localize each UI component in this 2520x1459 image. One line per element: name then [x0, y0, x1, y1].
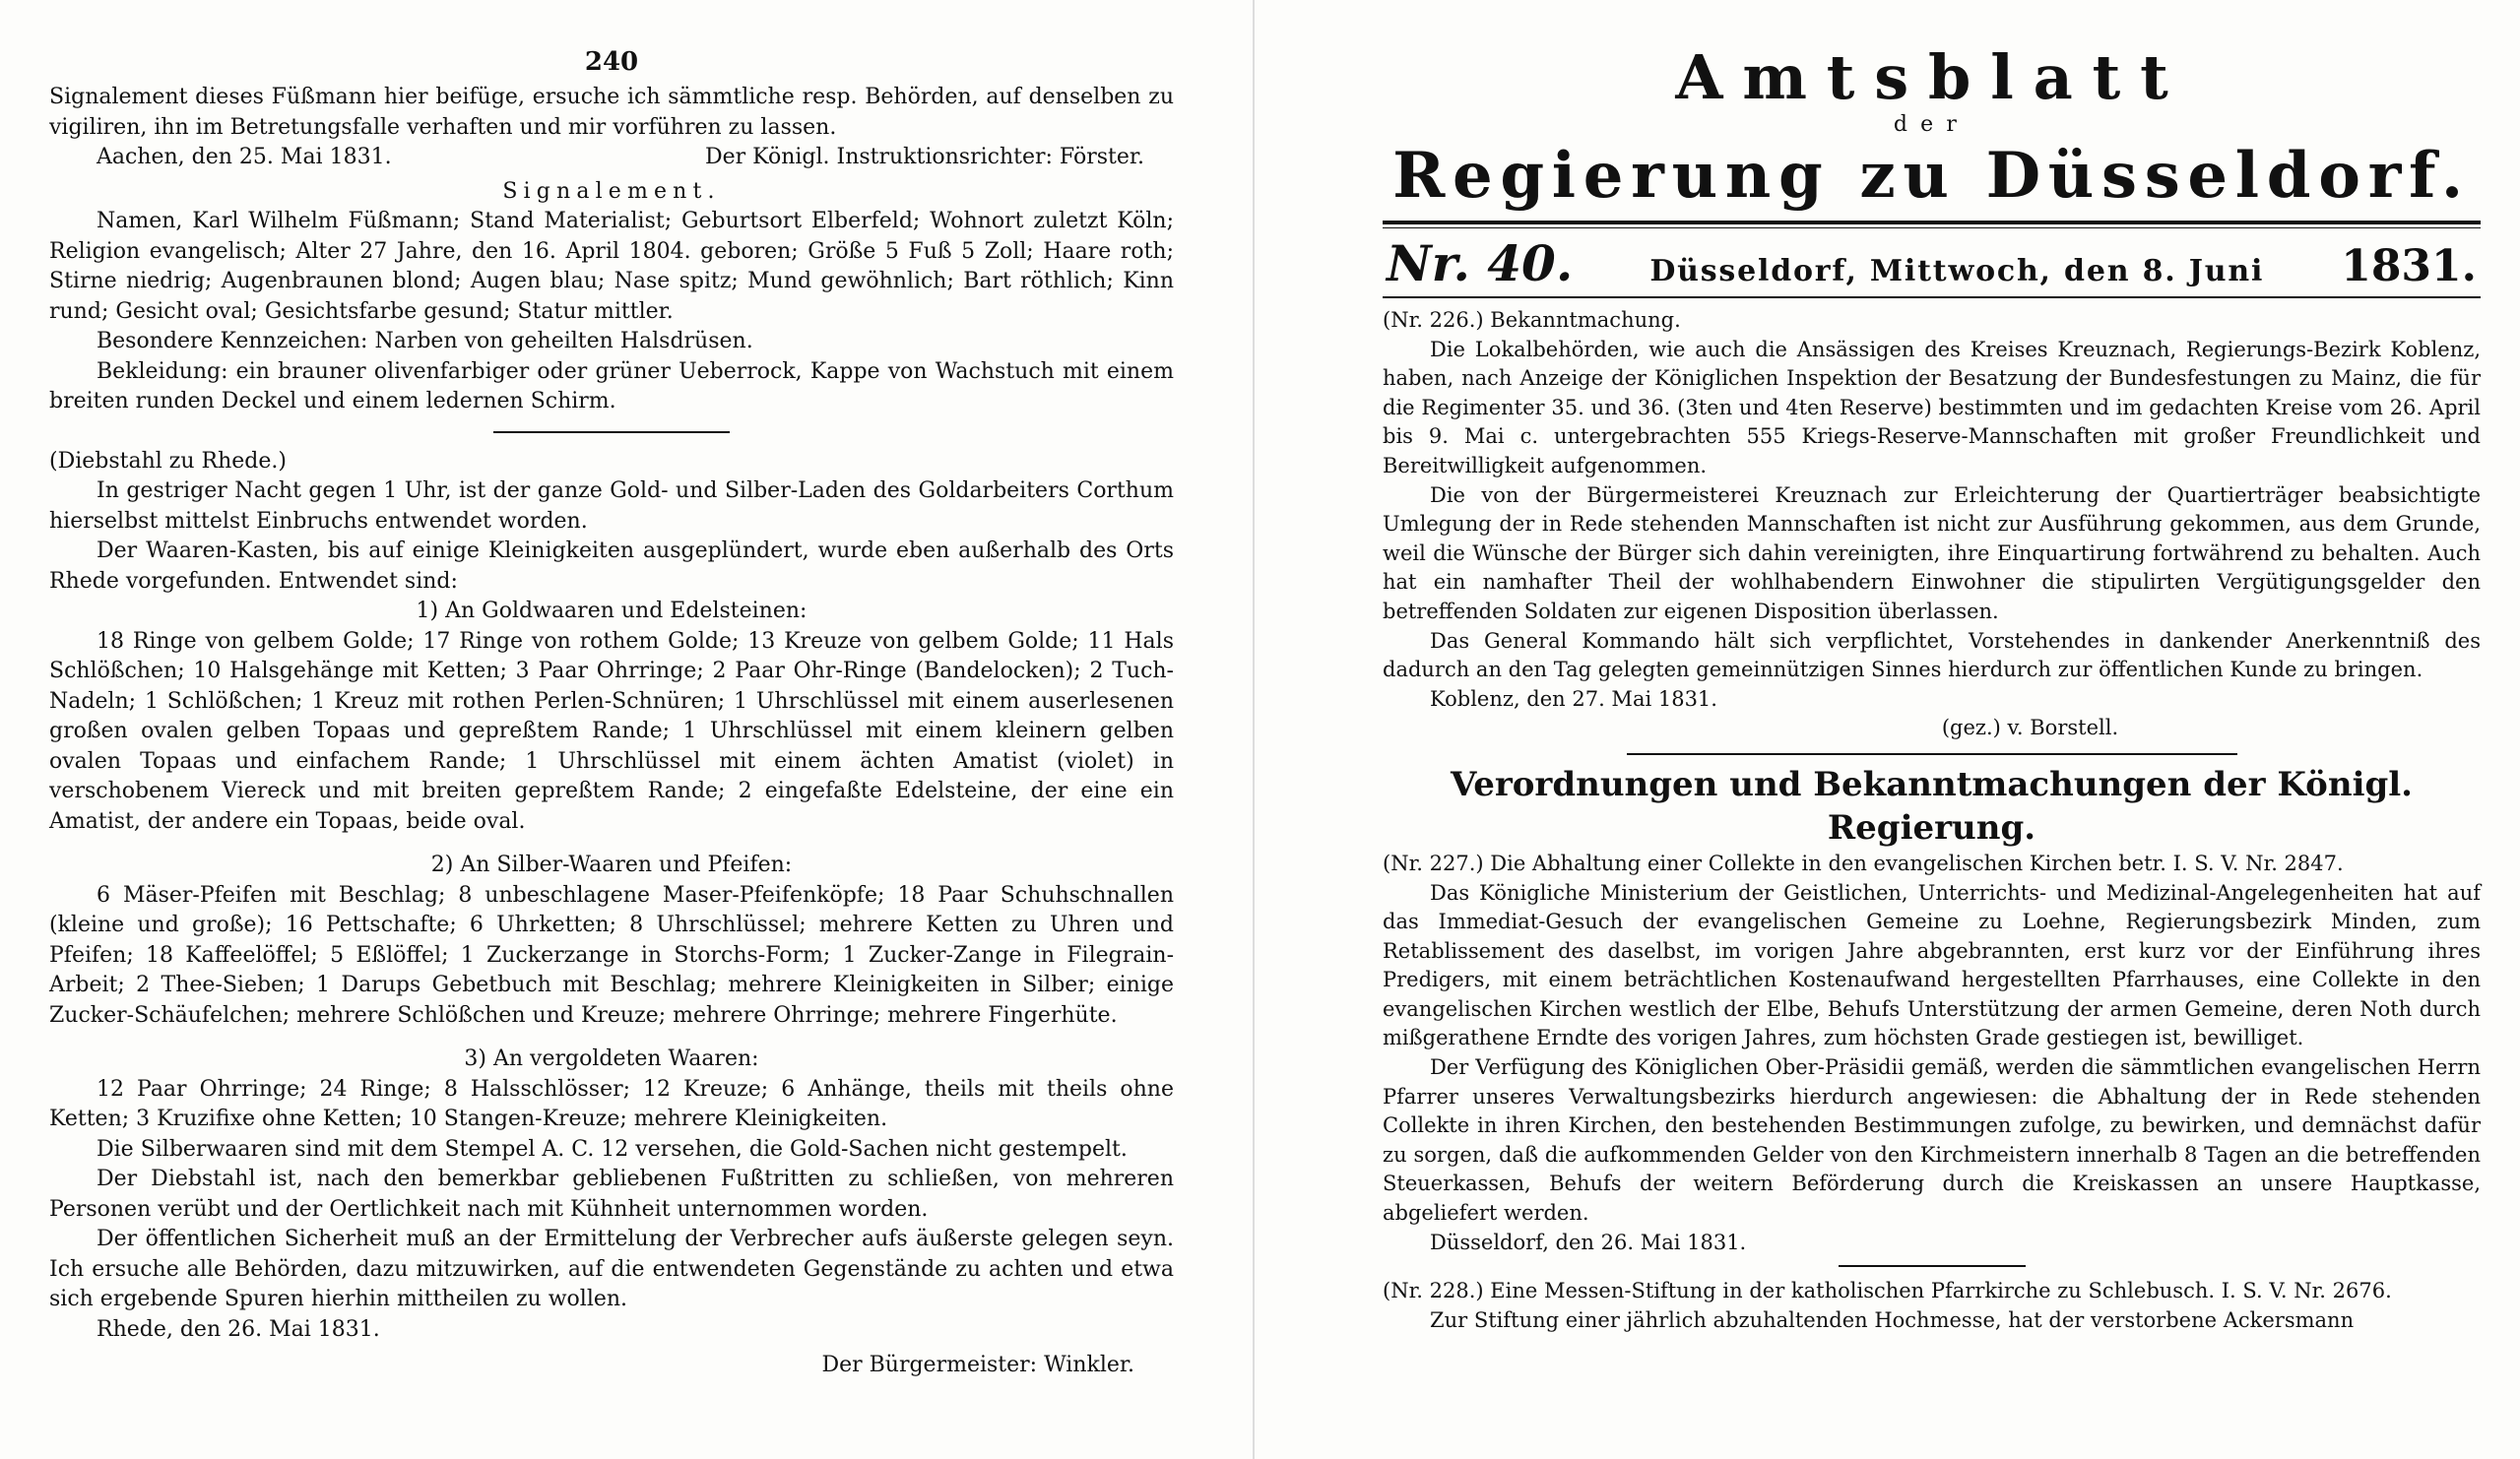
n228-paragraph-1: Zur Stiftung einer jährlich abzuhaltenden Hochmesse, hat der verstorbene Ackersmann	[1430, 1307, 2355, 1332]
category-3-items: 12 Paar Ohrringe; 24 Ringe; 8 Halsschlösser; 12 Kreuze; 6 Anhänge, theils mit theils ohne Ketten; 3 Kruzifixe ohne Ketten; 10 Stangen-Kreuze; mehrere Kleinigkeiten.	[49, 1076, 1174, 1131]
dateline-row	[49, 143, 1174, 173]
category-2-heading: 2) An Silber-Waaren und Pfeifen:	[430, 853, 793, 877]
category-1-items: 18 Ringe von gelbem Golde; 17 Ringe von rothem Golde; 13 Kreuze von gelbem Golde; 11 Hals Schlößchen; 10 Halsgehänge mit Ketten; 3 Paar Ohrringe; 2 Paar Ohr-Ringe (Bandelocken); 2 Tuch-Nadeln; 1 Schlößchen; 1 Kreuz mit rothen Perlen-Schnüren; 1 Uhrschlüssel mit einem auserlesenen großen ovalen gelben Topaas und gepreßtem Rande; 1 Uhrschlüssel mit einem kleinern gelben ovalen Topaas und einfachem Rande; 1 Uhrschlüssel mit einem ächten Amatist (violet) in verschobenem Viereck und mit breiten gepreßtem Rande; 2 eingefaßte Edelsteine, der eine ein Amatist, der andere ein Topaas, beide oval.	[49, 628, 1174, 834]
n226-paragraph-3: Das General Kommando hält sich verpflichtet, Vorstehendes in dankender Anerkenntniß des dadurch an den Tag gelegten gemeinnützigen Sinnes hierdurch zur öffentlichen Kunde zu bringen.	[1383, 628, 2481, 682]
right-page	[1253, 0, 2520, 1459]
category-2-items: 6 Mäser-Pfeifen mit Beschlag; 8 unbeschlagene Maser-Pfeifenköpfe; 18 Paar Schuhschnallen (kleine und große); 16 Pettschafte; 6 Uhrketten; 8 Uhrschlüssel; mehrere Ketten zu Uhren und Pfeifen; 18 Kaffeelöffel; 5 Eßlöffel; 1 Zuckerzange in Storchs-Form; 1 Zucker-Zange in Filegrain-Arbeit; 2 Thee-Sieben; 1 Darups Gebetbuch mit Beschlag; mehrere Kleinigkeiten in Silber; einige Zucker-Schäufelchen; mehrere Schlößchen und Kreuze; mehrere Ohrringe; mehrere Fingerhüte.	[49, 882, 1174, 1028]
theft-paragraph-2: Der Waaren-Kasten, bis auf einige Kleinigkeiten ausgeplündert, wurde eben außerhalb des Orts Rhede vorgefunden. Entwendet sind:	[49, 539, 1174, 594]
rhede-dateline: Rhede, den 26. Mai 1831.	[97, 1316, 380, 1342]
n227-dateline: Düsseldorf, den 26. Mai 1831.	[1430, 1230, 1747, 1254]
left-page	[0, 0, 1253, 1459]
n228-title: (Nr. 228.) Eine Messen-Stiftung in der katholischen Pfarrkirche zu Schlebusch. I. S. V. Nr. 2676.	[1383, 1279, 2392, 1303]
public-safety-paragraph: Der öffentlichen Sicherheit muß an der Ermittelung der Verbrecher aufs äußerste gelegen seyn. Ich ersuche alle Behörden, dazu mitzuwirken, auf die entwendeten Gegenstände zu achten und etwa sich ergebende Spuren hierhin mittheilen zu wollen.	[49, 1227, 1174, 1311]
n226-signature: (gez.) v. Borstell.	[1941, 716, 2119, 740]
mayor-signature: Der Bürgermeister: Winkler.	[821, 1353, 1134, 1377]
theft-paragraph-1: In gestriger Nacht gegen 1 Uhr, ist der ganze Gold- und Silber-Laden des Goldarbeiters Corthum hierselbst mittelst Einbruchs entwendet worden.	[49, 478, 1174, 534]
masthead-der: der	[1893, 112, 1971, 137]
issue-year: 1831.	[2341, 241, 2477, 291]
special-marks: Besondere Kennzeichen: Narben von geheilten Halsdrüsen.	[97, 329, 753, 353]
theft-title: (Diebstahl zu Rhede.)	[49, 448, 287, 474]
n227-paragraph-1: Das Königliche Ministerium der Geistlichen, Unterrichts- und Medizinal-Angelegenheiten hat auf das Immediat-Gesuch der evangelischen Gemeine zu Loehne, Regierungsbezirk Minden, zum Retablissement des daselbst, im vorigen Jahre abgebrannten, erst kurz vor der Einführung ihres Predigers, mit einem beträchtlichen Kostenaufwand hergestellten Pfarrhauses, eine Collekte in den evangelischen Kirchen westlich der Elbe, Behufs Unterstützung der armen Gemeine, deren Noth durch mißgerathene Erndte des vorigen Jahres, zum höchsten Grade gestiegen ist, bewilliget.	[1383, 880, 2481, 1050]
n226-title: (Nr. 226.) Bekanntmachung.	[1383, 308, 1681, 332]
category-1-heading: 1) An Goldwaaren und Edelsteinen:	[416, 599, 808, 623]
issue-line	[1383, 228, 2481, 298]
page-number: 240	[584, 47, 639, 77]
masthead-subtitle: Regierung zu Düsseldorf.	[1392, 139, 2471, 213]
divider	[493, 431, 730, 433]
n226-paragraph-1: Die Lokalbehörden, wie auch die Ansässigen des Kreises Kreuznach, Regierungs-Bezirk Koblenz, haben, nach Anzeige der Königlichen Inspektion der Besatzung der Bundesfestungen zu Mainz, die für die Regimenter 35. und 36. (3ten und 4ten Reserve) bestimmten und im gedachten Kreise vom 26. April bis 9. Mai c. untergebrachten 555 Kriegs-Reserve-Mannschaften mit großer Freundlichkeit und Bereitwilligkeit aufgenommen.	[1383, 337, 2481, 477]
category-3-heading: 3) An vergoldeten Waaren:	[464, 1047, 759, 1071]
stamp-paragraph: Die Silberwaaren sind mit dem Stempel A. C. 12 versehen, die Gold-Sachen nicht gestempelt.	[97, 1136, 1128, 1162]
dateline: Aachen, den 25. Mai 1831.	[97, 145, 392, 169]
section-heading: Verordnungen und Bekanntmachungen der Königl. Regierung.	[1450, 764, 2414, 848]
divider-2	[1839, 1265, 2026, 1267]
n227-title: (Nr. 227.) Die Abhaltung einer Collekte in den evangelischen Kirchen betr. I. S. V. Nr. 2847.	[1383, 851, 2344, 875]
clothing: Bekleidung: ein brauner olivenfarbiger oder grüner Ueberrock, Kappe von Wachstuch mit einem breiten runden Deckel und einem ledernen Schirm.	[49, 358, 1174, 413]
signalement-heading: Signalement.	[502, 178, 721, 204]
n226-dateline: Koblenz, den 27. Mai 1831.	[1430, 686, 1717, 711]
masthead-rule	[1383, 221, 2481, 228]
n227-paragraph-2: Der Verfügung des Königlichen Ober-Präsidii gemäß, werden die sämmtlichen evangelischen Herrn Pfarrer unseres Verwaltungsbezirks hierdurch angewiesen: die Abhaltung der in Rede stehenden Collekte in ihren Kirchen, den bestehenden Bestimmungen zufolge, zu bewirken, und demnächst dafür zu sorgen, daß die aufkommenden Gelder von den Kirchmeistern innerhalb 8 Tagen an die betreffenden Steuerkassen, Behufs der weitern Beförderung durch die Kreiskassen an unsere Hauptkasse, abgeliefert werden.	[1383, 1055, 2481, 1226]
signer: Der Königl. Instruktionsrichter: Förster.	[704, 145, 1144, 169]
intro-paragraph: Signalement dieses Füßmann hier beifüge, ersuche ich sämmtliche resp. Behörden, auf denselben zu vigiliren, ihn im Betretungsfalle verhaften und mir vorführen zu lassen.	[49, 85, 1174, 140]
n226-paragraph-2: Die von der Bürgermeisterei Kreuznach zur Erleichterung der Quartierträger beabsichtigte Umlegung der in Rede stehenden Mannschaften ist nicht zur Ausführung gekommen, aus dem Grunde, weil die Wünsche der Bürger sich dahin vereinigten, ihre Einquartirung fortwährend zu behalten. Auch hat ein namhafter Theil der wohlhabendern Einwohner die stipulirten Vergütigungsgelder den betreffenden Soldaten zur eigenen Disposition überlassen.	[1383, 482, 2481, 623]
issue-place-date: Düsseldorf, Mittwoch, den 8. Juni	[1649, 254, 2265, 288]
theft-details-paragraph: Der Diebstahl ist, nach den bemerkbar gebliebenen Fußtritten zu schließen, von mehreren Personen verübt und der Oertlichkeit nach mit Kühnheit unternommen worden.	[49, 1167, 1174, 1222]
masthead-title: Amtsblatt	[1675, 41, 2188, 113]
signalement-text: Namen, Karl Wilhelm Füßmann; Stand Materialist; Geburtsort Elberfeld; Wohnort zuletzt Köln; Religion evangelisch; Alter 27 Jahre, den 16. April 1804. geboren; Größe 5 Fuß 5 Zoll; Haare roth; Stirne niedrig; Augenbraunen blond; Augen blau; Nase spitz; Mund gewöhnlich; Bart röthlich; Kinn rund; Gesicht oval; Gesichtsfarbe gesund; Statur mittler.	[49, 209, 1174, 324]
section-divider	[1627, 753, 2237, 755]
issue-number: Nr. 40.	[1387, 234, 1574, 292]
